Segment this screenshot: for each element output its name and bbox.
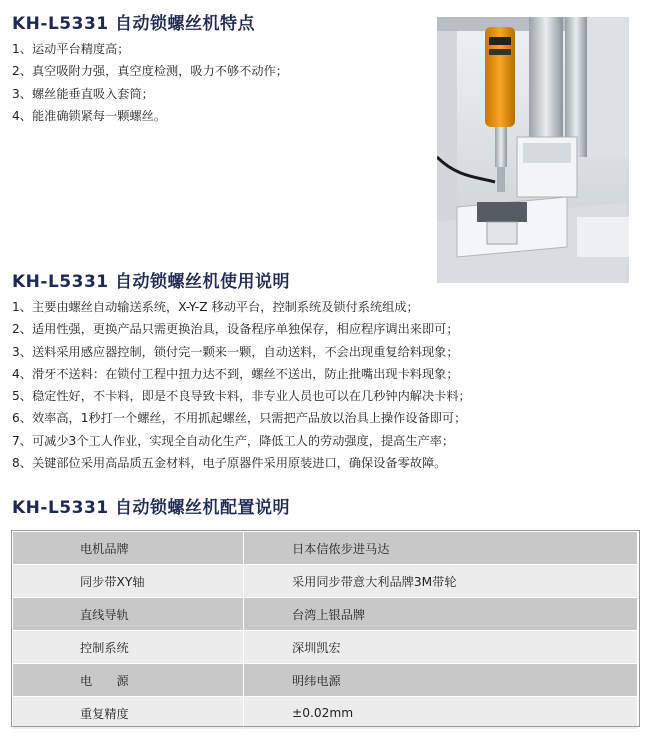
list-item: 1、主要由螺丝自动输送系统，X-Y-Z 移动平台，控制系统及锁付系统组成； xyxy=(12,300,419,314)
config-value: 深圳凯宏 xyxy=(244,631,638,664)
table-row xyxy=(13,664,638,697)
table-row xyxy=(13,697,638,730)
table-row xyxy=(13,598,638,631)
config-table xyxy=(12,531,638,730)
config-key: 电机品牌 xyxy=(13,532,244,565)
config-value: 明纬电源 xyxy=(244,664,638,697)
config-value: ±0.02mm xyxy=(244,697,638,730)
list-item: 5、稳定性好，不卡料，即是不良导致卡料，非专业人员也可以在几秒钟内解决卡料； xyxy=(12,389,471,404)
list-item: 6、效率高，1秒打一个螺丝，不用抓起螺丝，只需把产品放以治具上操作设备即可； xyxy=(12,411,467,426)
list-item: 8、关键部位采用高品质五金材料，电子原器件采用原装进口，确保设备零故障。 xyxy=(12,456,447,471)
config-key: 控制系统 xyxy=(13,631,244,664)
config-value: 日本信侬步进马达 xyxy=(244,532,638,565)
list-item: 3、送料采用感应器控制，锁付完一颗来一颗，自动送料，不会出现重复给料现象； xyxy=(12,344,459,359)
config-heading: KH-L5331 自动锁螺丝机配置说明 xyxy=(12,498,291,518)
features-list xyxy=(12,38,288,127)
table-row xyxy=(13,532,638,565)
features-heading: KH-L5331 自动锁螺丝机特点 xyxy=(12,14,256,34)
usage-list xyxy=(12,296,471,474)
config-key: 直线导轨 xyxy=(13,598,244,631)
table-row xyxy=(13,631,638,664)
usage-heading: KH-L5331 自动锁螺丝机使用说明 xyxy=(12,272,291,292)
table-row xyxy=(13,565,638,598)
list-item: 3、螺丝能垂直吸入套筒； xyxy=(12,86,154,101)
config-value: 采用同步带意大利品牌3M带轮 xyxy=(244,565,638,598)
config-key: 电 源 xyxy=(13,664,244,697)
list-item: 1、运动平台精度高； xyxy=(12,42,130,56)
config-value: 台湾上银品牌 xyxy=(244,598,638,631)
list-item: 2、真空吸附力强，真空度检测，吸力不够不动作； xyxy=(12,64,288,79)
list-item: 4、能准确锁紧每一颗螺丝。 xyxy=(12,108,167,123)
product-photo xyxy=(437,17,629,283)
config-key: 同步带XY轴 xyxy=(13,565,244,598)
list-item: 4、滑牙不送料：在锁付工程中扭力达不到，螺丝不送出，防止批嘴出现卡料现象； xyxy=(12,366,459,381)
list-item: 2、适用性强，更换产品只需更换治具，设备程序单独保存，相应程序调出来即可； xyxy=(12,322,459,337)
list-item: 7、可减少3个工人作业，实现全自动化生产，降低工人的劳动强度，提高生产率； xyxy=(12,433,455,448)
config-key: 重复精度 xyxy=(13,697,244,730)
